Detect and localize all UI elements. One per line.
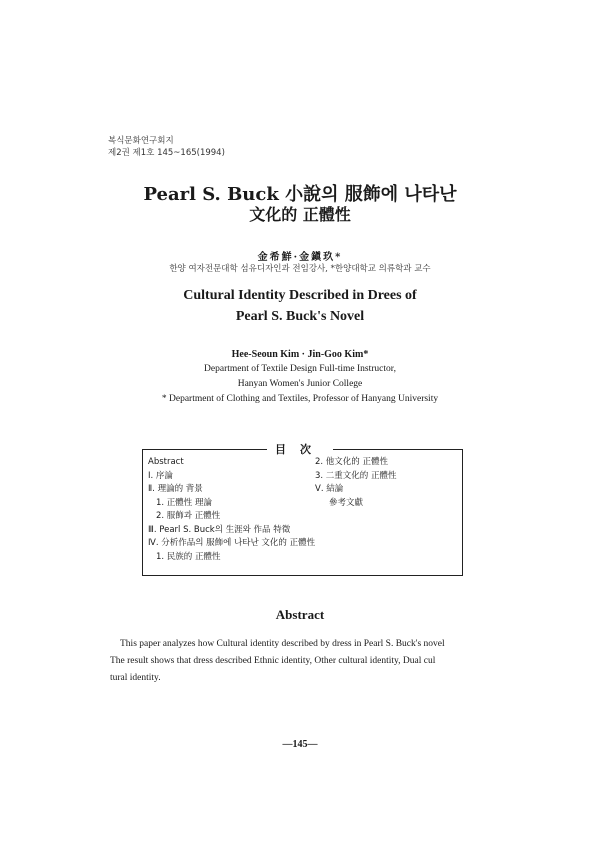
abstract-line: tural identity. — [110, 673, 161, 683]
journal-name: 복식문화연구회지 — [108, 136, 174, 146]
toc-item: Ⅲ. Pearl S. Buck의 生涯와 作品 特徵 — [148, 524, 291, 535]
english-title-line-1: Cultural Identity Described in Drees of — [183, 288, 417, 303]
english-authors: Hee-Seoun Kim · Jin-Goo Kim* — [231, 349, 369, 360]
english-title-line-2: Pearl S. Buck's Novel — [235, 309, 365, 324]
toc-item: Ⅴ. 結論 — [315, 484, 344, 494]
abstract-heading: Abstract — [275, 607, 325, 622]
toc-item: Ⅰ. 序論 — [148, 470, 173, 481]
journal-issue: 제2권 제1호 145~165(1994) — [108, 148, 225, 158]
toc-item: Ⅱ. 理論的 背景 — [148, 484, 203, 494]
toc-right-column — [315, 456, 397, 510]
korean-authors: 金希鮮·金鎭玖* — [257, 252, 343, 263]
abstract-line: The result shows that dress described Ethnic identity, Other cultural identity, Dual cul — [110, 656, 436, 666]
toc-item: Abstract — [148, 457, 184, 467]
abstract-line: This paper analyzes how Cultural identity described by dress in Pearl S. Buck's novel — [120, 639, 445, 649]
journal-header — [108, 135, 225, 159]
abstract-body — [110, 636, 494, 687]
toc-item: 參考文獻 — [329, 497, 364, 508]
korean-title-line-1: Pearl S. Buck 小說의 服飾에 나타난 — [143, 184, 457, 205]
korean-title-line-2: 文化的 正體性 — [249, 205, 351, 224]
toc-left-column — [148, 456, 315, 564]
page-number: —145— — [282, 739, 318, 750]
toc-item: 1. 正體性 理論 — [156, 497, 213, 508]
english-affiliation-line-3: * Department of Clothing and Textiles, Professor of Hanyang University — [161, 394, 439, 404]
english-affiliation-line-2: Hanyan Women's Junior College — [237, 379, 363, 389]
table-of-contents — [142, 443, 463, 576]
korean-affiliation: 한양 여자전문대학 섬유디자인과 전임강사, *한양대학교 의류학과 교수 — [169, 264, 431, 274]
toc-item: 2. 他文化的 正體性 — [315, 457, 389, 467]
toc-item: 3. 二重文化的 正體性 — [315, 470, 397, 481]
toc-title: 目次 — [267, 441, 333, 457]
english-affiliation-line-1: Department of Textile Design Full-time Instructor, — [204, 364, 396, 374]
toc-item: Ⅳ. 分析作品의 服飾에 나타난 文化的 正體性 — [148, 538, 316, 548]
toc-item: 1. 民族的 正體性 — [156, 551, 221, 562]
toc-item: 2. 服飾과 正體性 — [156, 511, 221, 521]
